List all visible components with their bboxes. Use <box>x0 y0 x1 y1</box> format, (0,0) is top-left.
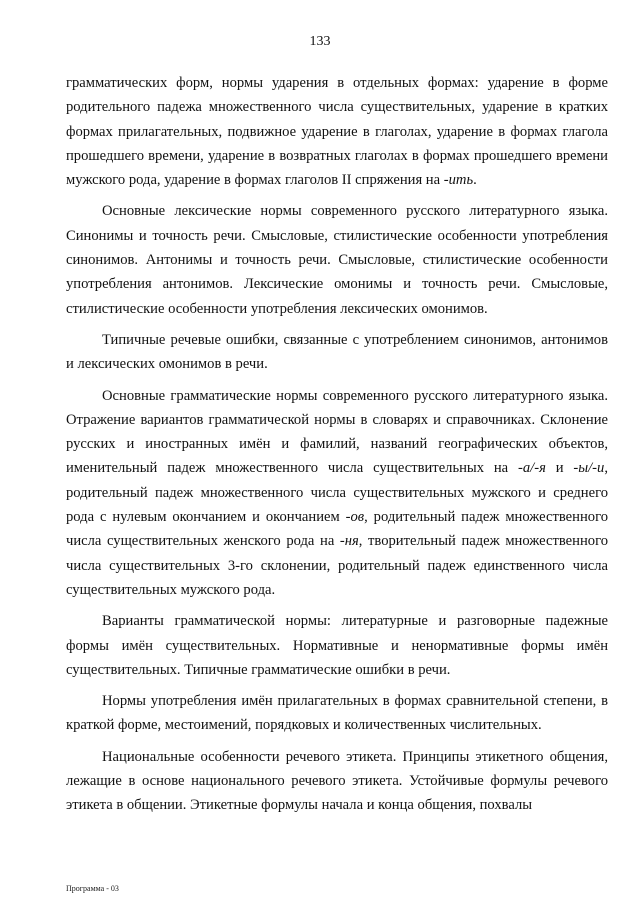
page-number: 133 <box>309 34 331 49</box>
paragraph-6: Нормы употребления имён прилагательных в формах сравнительной степени, в краткой форме, местоимений, порядковых и количественных числительных. <box>66 693 608 734</box>
paragraph-4-part-d: , родительный падеж множественного числа существительных женского рода на <box>66 509 608 550</box>
paragraph-4-part-a: Основные грамматические нормы современного русского литературного языка. Отражение вариантов грамматической нормы в словарях и справочниках. Склонение русских и иностранных имён и фамилий, названий географических объектов, именительный падеж множественного числа существительных на <box>66 387 608 477</box>
paragraph-4-ending-1: -а/-я <box>518 460 546 477</box>
paragraph-4-part-c: , родительный падеж множественного числа существительных мужского и среднего рода с нулевым окончанием и окончанием <box>66 460 608 526</box>
paragraph-1-tail: . <box>473 172 477 189</box>
paragraph-7: Национальные особенности речевого этикета. Принципы этикетного общения, лежащие в основе национального речевого этикета. Устойчивые формулы речевого этикета в общении. Этикетные формулы начала и конца общения, похвалы <box>66 748 608 814</box>
paragraph-4 <box>66 384 608 603</box>
paragraph-3: Типичные речевые ошибки, связанные с употреблением синонимов, антонимов и лексических омонимов в речи. <box>66 331 608 373</box>
paragraph-5: Варианты грамматической нормы: литературные и разговорные падежные формы имён существительных. Нормативные и ненормативные формы имён существительных. Типичные грамматические ошибки в речи. <box>66 613 608 678</box>
paragraph-1-text: грамматических форм, нормы ударения в отдельных формах: ударение в форме родительного падежа множественного числа существительных, ударение в кратких формах прилагательных, подвижное ударение в глаголах, ударение в формах глагола прошедшего времени, ударение в возвратных глаголах в формах прошедшего времени мужского рода, ударение в формах глаголов II спряжения на <box>66 75 608 189</box>
paragraph-4-ending-2: -ы/-и <box>573 460 605 477</box>
paragraph-1-emphasis: -ить <box>443 172 474 189</box>
paragraph-4-part-b: и <box>545 460 574 477</box>
paragraph-1 <box>66 71 608 192</box>
document-body <box>66 71 608 818</box>
footer-program-label: Программа - 03 <box>66 884 119 893</box>
paragraph-2: Основные лексические нормы современного русского литературного языка. Синонимы и точность речи. Смысловые, стилистические особенности употребления синонимов. Антонимы и точность речи. Смысловые, стилистические особенности употребления антонимов. Лексические омонимы и точность речи. Смысловые, стилистические особенности употребления лексических омонимов. <box>66 203 608 317</box>
paragraph-4-ending-4: -ня <box>339 533 359 550</box>
paragraph-4-ending-3: -ов <box>345 509 365 526</box>
paragraph-4-part-e: , творительный падеж множественного числа существительных 3-го склонении, родительный падеж единственного числа существительных мужского рода. <box>66 533 608 598</box>
